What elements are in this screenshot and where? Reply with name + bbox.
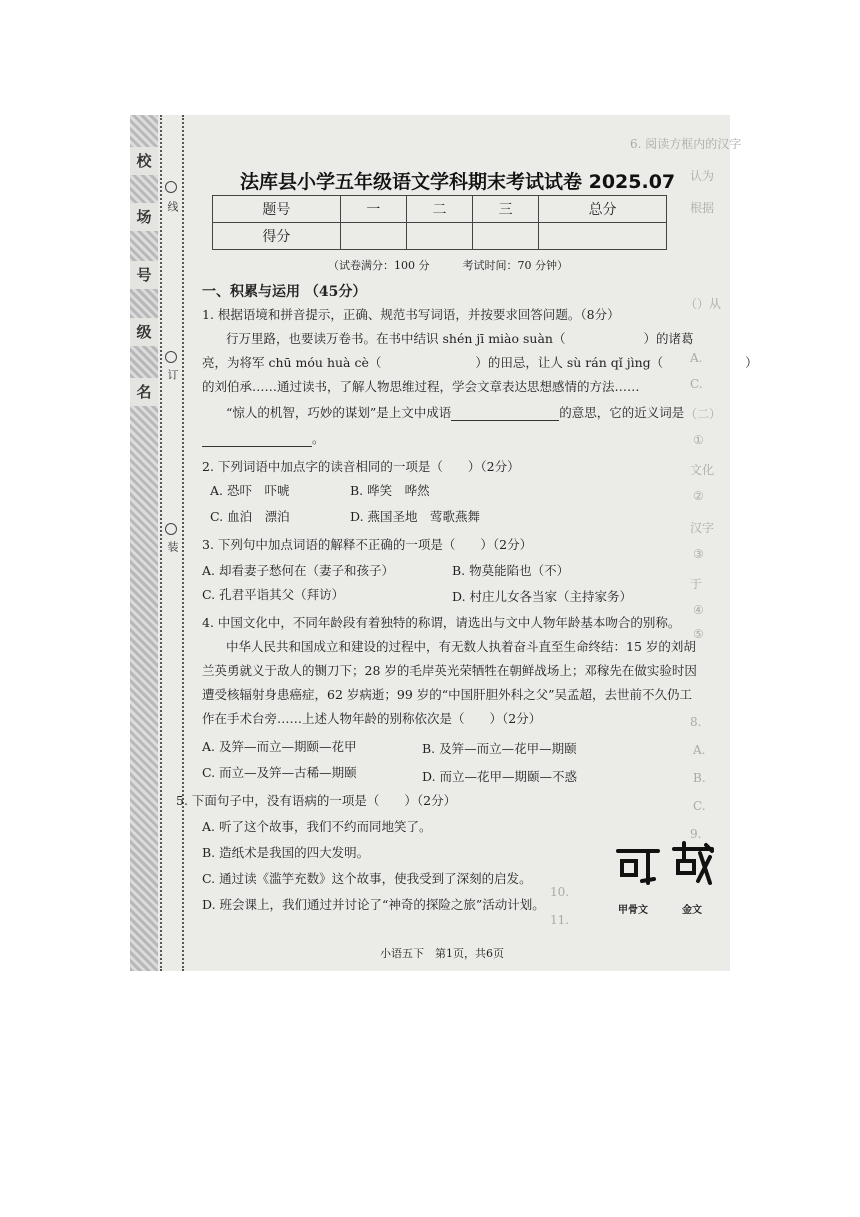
bleed-through-text: ① bbox=[693, 433, 704, 447]
option-c[interactable]: C. 血泊 漂泊 bbox=[210, 509, 290, 524]
option-b[interactable]: B. 哗笑 哗然 bbox=[350, 483, 430, 498]
bleed-through-text: C. bbox=[690, 377, 703, 391]
score-table bbox=[212, 195, 667, 250]
side-label-venue: 场 bbox=[136, 208, 152, 226]
bleed-through-text: A. bbox=[690, 351, 703, 365]
text-segment: ）的田忌，让人 sù rán qǐ jìng（ bbox=[475, 355, 664, 370]
option-b[interactable]: B. 及笄—而立—花甲—期颐 bbox=[422, 741, 577, 756]
bleed-through-text: （二） bbox=[685, 407, 722, 421]
question-4-passage: 兰英勇就义于敌人的铡刀下；28 岁的毛岸英光荣牺牲在朝鲜战场上；邓稼先在做实验时因 bbox=[202, 663, 697, 678]
answer-blank[interactable] bbox=[451, 420, 559, 421]
bleed-through-text: 11. bbox=[550, 913, 570, 927]
binding-mark-bind: 装 bbox=[166, 541, 179, 552]
side-label-school: 校 bbox=[136, 152, 152, 170]
text-segment: 亮，为将军 chū móu huà cè（ bbox=[202, 355, 382, 370]
text-segment: 的意思，它的近义词是 bbox=[559, 405, 685, 420]
answer-blank[interactable] bbox=[202, 446, 312, 447]
question-4-passage: 作在手术台旁……上述人物年龄的别称依次是（ ）（2分） bbox=[202, 711, 542, 726]
binding-mark-line: 线 bbox=[166, 201, 179, 212]
score-table-cell: 一 bbox=[340, 196, 406, 223]
text-segment: “惊人的机智，巧妙的谋划”是上文中成语 bbox=[226, 405, 452, 420]
bleed-through-text: 文化 bbox=[690, 463, 715, 477]
bleed-through-text: 根据 bbox=[690, 201, 715, 215]
question-2-stem: 2. 下列词语中加点字的读音相同的一项是（ ）（2分） bbox=[202, 459, 520, 474]
score-table-cell: 题号 bbox=[213, 196, 341, 223]
text-segment: ）的诸葛 bbox=[643, 331, 694, 346]
option-a[interactable]: A. 恐吓 吓唬 bbox=[210, 483, 290, 498]
text-segment: 行万里路，也要读万卷书。在书中结识 shén jī miào suàn（ bbox=[226, 331, 566, 346]
binding-circle bbox=[165, 523, 177, 535]
bleed-through-text: C. bbox=[693, 799, 706, 813]
question-1-line bbox=[226, 403, 684, 421]
bleed-through-text: 9. bbox=[690, 827, 702, 841]
bleed-through-text: B. bbox=[693, 771, 706, 785]
score-cell-3[interactable] bbox=[473, 223, 539, 250]
bleed-through-text: 于 bbox=[690, 577, 703, 591]
exam-paper bbox=[130, 115, 758, 971]
question-1-line: 的刘伯承……通过读书，了解人物思维过程，学会文章表达思想感情的方法…… bbox=[202, 379, 640, 394]
option-a[interactable]: A. 及笄—而立—期颐—花甲 bbox=[202, 739, 357, 754]
option-c[interactable]: C. 通过读《滥竽充数》这个故事，使我受到了深刻的启发。 bbox=[202, 871, 532, 886]
score-cell-total[interactable] bbox=[539, 223, 667, 250]
question-1-line bbox=[202, 429, 325, 447]
glyph-label-bronze: 金文 bbox=[682, 905, 702, 916]
glyph-label-oracle: 甲骨文 bbox=[618, 905, 648, 916]
bleed-through-text: ⑤ bbox=[693, 627, 704, 641]
binding-circle bbox=[165, 351, 177, 363]
option-d[interactable]: D. 燕国圣地 莺歌燕舞 bbox=[350, 509, 481, 524]
question-4-passage: 遭受核辐射身患癌症，62 岁病逝；99 岁的“中国肝胆外科之父”吴孟超，去世前不久仍工 bbox=[202, 687, 693, 702]
bleed-through-text: ② bbox=[693, 489, 704, 503]
option-d[interactable]: D. 班会课上，我们通过并讨论了“神奇的探险之旅”活动计划。 bbox=[202, 897, 545, 912]
bronze-inscription-glyph bbox=[670, 839, 716, 887]
option-a[interactable]: A. 听了这个故事，我们不约而同地笑了。 bbox=[202, 819, 432, 834]
score-table-cell: 三 bbox=[473, 196, 539, 223]
bleed-through-text: （）从 bbox=[685, 297, 722, 311]
bleed-through-text: A. bbox=[693, 743, 706, 757]
option-d[interactable]: D. 而立—花甲—期颐—不惑 bbox=[422, 769, 578, 784]
score-table-score-row bbox=[213, 223, 667, 250]
option-b[interactable]: B. 物莫能陷也（不） bbox=[452, 563, 570, 578]
text-segment: ） bbox=[745, 355, 758, 370]
section-heading: 一、积累与运用 （45分） bbox=[202, 284, 367, 300]
score-cell-2[interactable] bbox=[406, 223, 472, 250]
option-d[interactable]: D. 村庄儿女各当家（主持家务） bbox=[452, 589, 633, 604]
side-label-name: 名 bbox=[136, 383, 152, 401]
option-a[interactable]: A. 却看妻子愁何在（妻子和孩子） bbox=[202, 563, 394, 578]
question-1-line bbox=[226, 329, 694, 347]
score-table-cell: 得分 bbox=[213, 223, 341, 250]
question-4-stem: 4. 中国文化中，不同年龄段有着独特的称谓，请选出与文中人物年龄基本吻合的别称。 bbox=[202, 615, 681, 630]
bleed-through-text: 认为 bbox=[690, 169, 715, 183]
score-cell-1[interactable] bbox=[340, 223, 406, 250]
bleed-through-text: 8. bbox=[690, 715, 702, 729]
side-label-number: 号 bbox=[136, 266, 152, 284]
score-table-cell: 总分 bbox=[539, 196, 667, 223]
binding-line bbox=[160, 115, 184, 971]
bleed-through-text: 10. bbox=[550, 885, 570, 899]
question-1-line bbox=[202, 353, 758, 371]
bleed-through-text: 汉字 bbox=[690, 521, 715, 535]
page-footer: 小语五下 第1页，共6页 bbox=[380, 947, 504, 960]
option-c[interactable]: C. 孔君平诣其父（拜访） bbox=[202, 587, 345, 602]
binding-circle bbox=[165, 181, 177, 193]
score-table-header-row bbox=[213, 196, 667, 223]
bleed-through-text: 6. 阅读方框内的汉字 bbox=[630, 137, 742, 151]
bleed-through-text: ④ bbox=[693, 603, 704, 617]
question-1-stem: 1. 根据语境和拼音提示，正确、规范书写词语，并按要求回答问题。（8分） bbox=[202, 307, 620, 322]
question-5-stem: 5. 下面句子中，没有语病的一项是（ ）（2分） bbox=[176, 793, 457, 808]
oracle-bone-glyph bbox=[614, 843, 662, 887]
score-table-cell: 二 bbox=[406, 196, 472, 223]
text-segment: 。 bbox=[312, 431, 325, 446]
option-b[interactable]: B. 造纸术是我国的四大发明。 bbox=[202, 845, 370, 860]
question-3-stem: 3. 下列句中加点词语的解释不正确的一项是（ ）（2分） bbox=[202, 537, 533, 552]
side-label-class: 级 bbox=[136, 323, 152, 341]
option-c[interactable]: C. 而立—及笄—古稀—期颐 bbox=[202, 765, 357, 780]
binding-mark-order: 订 bbox=[166, 369, 179, 380]
question-4-passage: 中华人民共和国成立和建设的过程中，有无数人执着奋斗直至生命终结：15 岁的刘胡 bbox=[226, 639, 696, 654]
left-hatched-margin bbox=[130, 115, 158, 971]
exam-info: （试卷满分：100 分 考试时间：70 分钟） bbox=[328, 259, 568, 272]
exam-title: 法库县小学五年级语文学科期末考试试卷 2025.07 bbox=[240, 171, 676, 193]
bleed-through-text: ③ bbox=[693, 547, 704, 561]
